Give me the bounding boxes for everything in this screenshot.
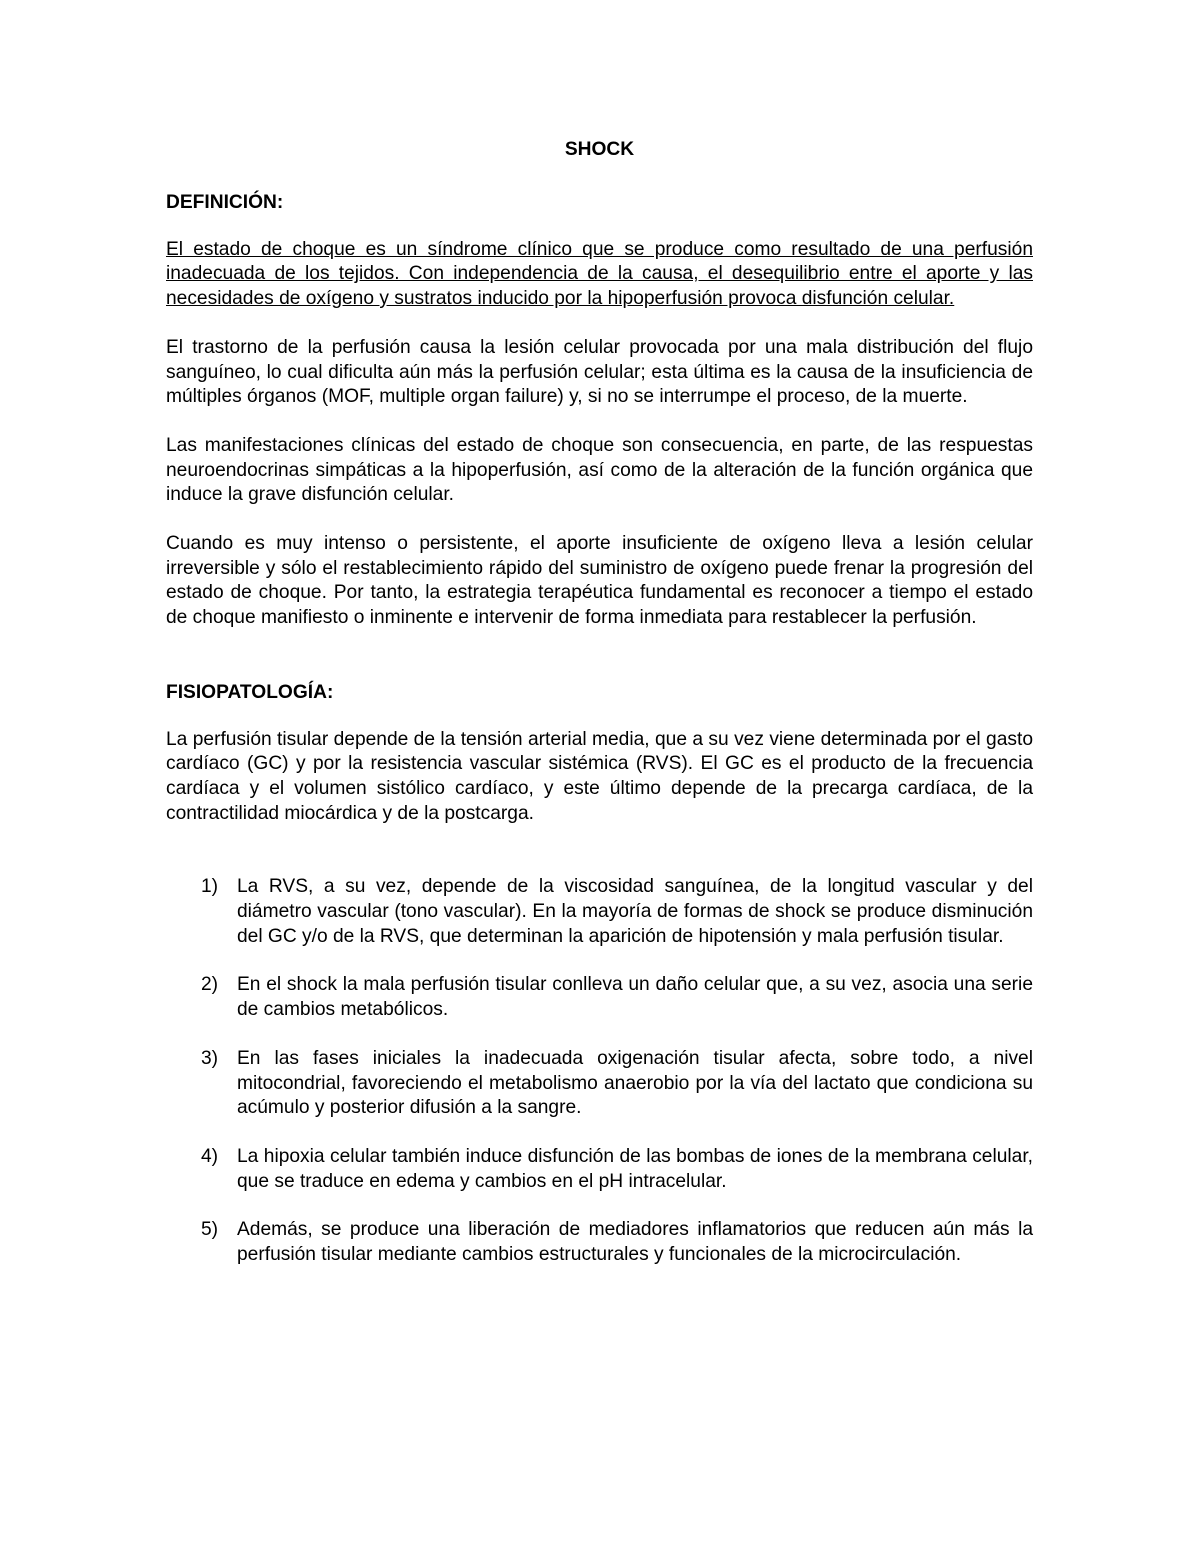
section-heading-definicion: DEFINICIÓN:	[166, 192, 284, 213]
body-paragraph: El trastorno de la perfusión causa la lesión celular provocada por una mala distribución del flujo sanguíneo, lo cual dificulta aún más la perfusión celular; esta última es la causa de la insuficiencia de múltiples órganos (MOF, multiple organ failure) y, si no se interrumpe el proceso, de la muerte.	[166, 336, 1033, 408]
list-item-number: 3)	[201, 1047, 219, 1069]
list-item	[166, 1145, 1033, 1194]
list-item-number: 5)	[201, 1219, 219, 1241]
list-item-number: 4)	[201, 1145, 219, 1167]
list-item	[166, 1218, 1033, 1267]
body-paragraph: Las manifestaciones clínicas del estado de choque son consecuencia, en parte, de las respuestas neuroendocrinas simpáticas a la hipoperfusión, así como de la alteración de la función orgánica que induce la grave disfunción celular.	[166, 434, 1033, 506]
list-item-number: 1)	[201, 876, 219, 898]
list-item	[166, 1047, 1033, 1121]
numbered-list	[166, 875, 1033, 1267]
definition-paragraph: El estado de choque es un síndrome clínico que se produce como resultado de una perfusión inadecuada de los tejidos. Con independencia de la causa, el desequilibrio entre el aporte y las necesidades de oxígeno y sustratos inducido por la hipoperfusión provoca disfunción celular.	[166, 238, 1033, 310]
section-heading-fisiopatologia: FISIOPATOLOGÍA:	[166, 681, 334, 703]
list-item-text: En el shock la mala perfusión tisular conlleva un daño celular que, a su vez, asocia una serie de cambios metabólicos.	[237, 974, 1033, 1021]
list-item-text: La hipoxia celular también induce disfunción de las bombas de iones de la membrana celular, que se traduce en edema y cambios en el pH intracelular.	[237, 1145, 1033, 1192]
list-item	[166, 875, 1033, 949]
list-item-text: Además, se produce una liberación de mediadores inflamatorios que reducen aún más la perfusión tisular mediante cambios estructurales y funcionales de la microcirculación.	[237, 1219, 1033, 1266]
list-item	[166, 973, 1033, 1022]
list-item-number: 2)	[201, 974, 219, 996]
list-item-text: En las fases iniciales la inadecuada oxigenación tisular afecta, sobre todo, a nivel mitocondrial, favoreciendo el metabolismo anaerobio por la vía del lactato que condiciona su acúmulo y posterior difusión a la sangre.	[237, 1047, 1033, 1119]
list-item-text: La RVS, a su vez, depende de la viscosidad sanguínea, de la longitud vascular y del diámetro vascular (tono vascular). En la mayoría de formas de shock se produce disminución del GC y/o de la RVS, que determinan la aparición de hipotensión y mala perfusión tisular.	[237, 876, 1033, 947]
document-page	[166, 138, 1033, 1268]
document-title: SHOCK	[564, 139, 635, 160]
body-paragraph: La perfusión tisular depende de la tensión arterial media, que a su vez viene determinada por el gasto cardíaco (GC) y por la resistencia vascular sistémica (RVS). El GC es el producto de la frecuencia cardíaca y el volumen sistólico cardíaco, y este último depende de la precarga cardíaca, de la contractilidad miocárdica y de la postcarga.	[166, 728, 1033, 824]
body-paragraph: Cuando es muy intenso o persistente, el aporte insuficiente de oxígeno lleva a lesión celular irreversible y sólo el restablecimiento rápido del suministro de oxígeno puede frenar la progresión del estado de choque. Por tanto, la estrategia terapéutica fundamental es reconocer a tiempo el estado de choque manifiesto o inminente e intervenir de forma inmediata para restablecer la perfusión.	[166, 533, 1033, 629]
